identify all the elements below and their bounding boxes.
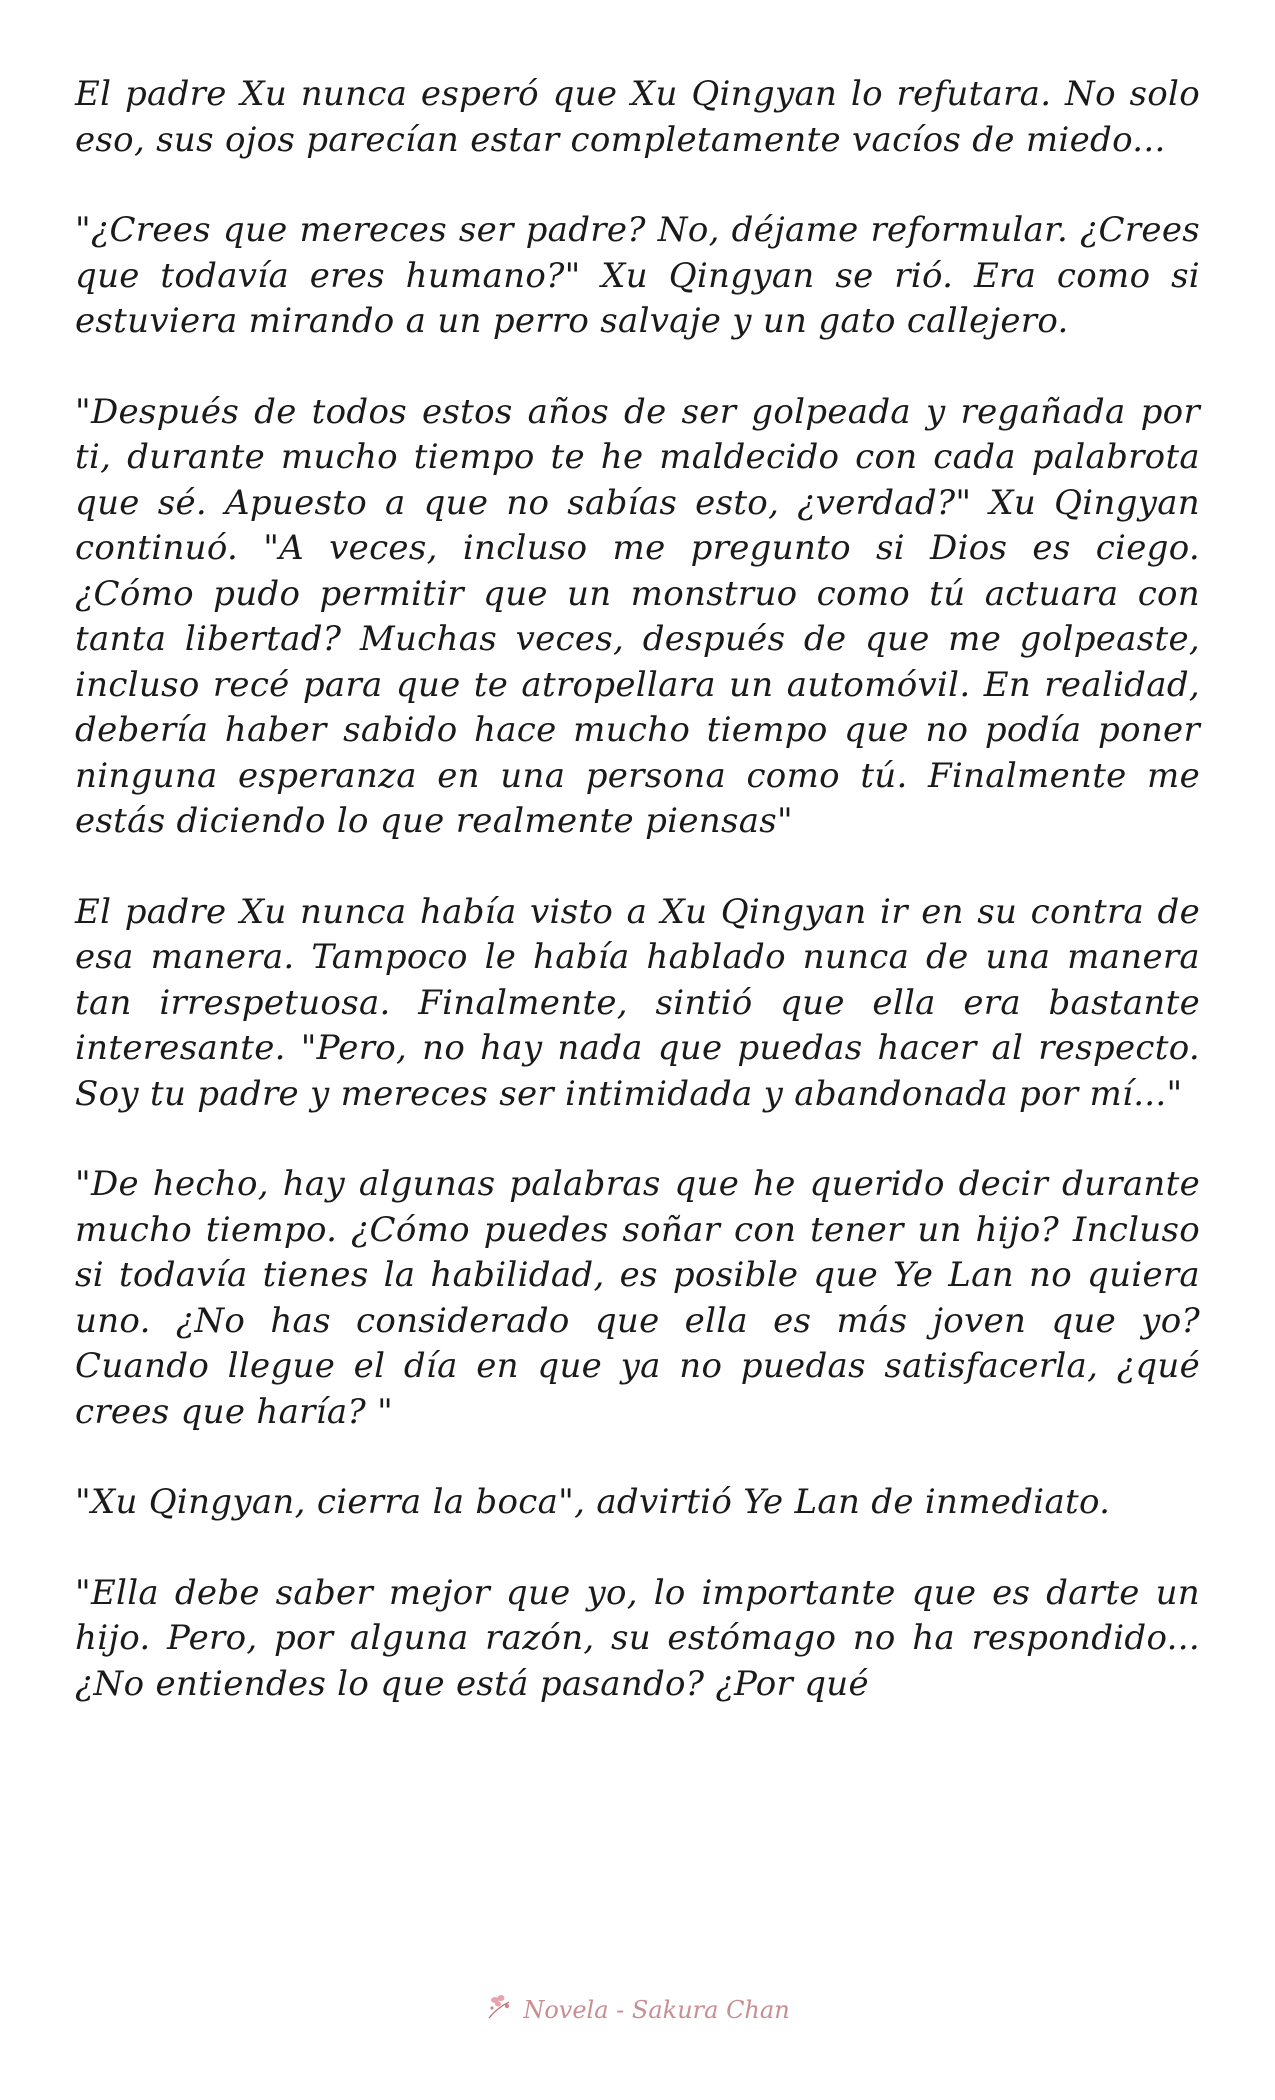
paragraph: "¿Crees que mereces ser padre? No, déjame reformular. ¿Crees que todavía eres humano?" Xu Qingyan se rió. Era como si estuviera mirando a un perro salvaje y un gato callejero. [75,210,1200,341]
paragraph: "Xu Qingyan, cierra la boca", advirtió Ye Lan de inmediato. [75,1482,1111,1522]
paragraph: "Después de todos estos años de ser golpeada y regañada por ti, durante mucho tiempo te he maldecido con cada palabrota que sé. Apuesto a que no sabías esto, ¿verdad?" Xu Qingyan continuó. "A veces, incluso me pregunto si Dios es ciego. ¿Cómo pudo permitir que un monstruo como tú actuara con tanta libertad? Muchas veces, después de que me golpeaste, incluso recé para que te atropellara un automóvil. En realidad, debería haber sabido hace mucho tiempo que no podía poner ninguna esperanza en una persona como tú. Finalmente me estás diciendo lo que realmente piensas" [75,391,1200,841]
paragraph: "De hecho, hay algunas palabras que he querido decir durante mucho tiempo. ¿Cómo puedes soñar con tener un hijo? Incluso si todavía tienes la habilidad, es posible que Ye Lan no quiera uno. ¿No has considerado que ella es más joven que yo? Cuando llegue el día en que ya no puedas satisfacerla, ¿qué crees que haría? " [75,1164,1200,1432]
paragraph: El padre Xu nunca esperó que Xu Qingyan lo refutara. No solo eso, sus ojos parecían estar completamente vacíos de miedo... [75,74,1200,160]
paragraph: "Ella debe saber mejor que yo, lo importante que es darte un hijo. Pero, por alguna razón, su estómago no ha respondido... ¿No entiendes lo que está pasando? ¿Por qué [75,1572,1200,1704]
watermark-text: Novela - Sakura Chan [523,1996,790,2024]
sakura-flower-icon [485,1992,517,2022]
watermark-footer [0,1992,1275,2024]
document-body [75,72,1200,1752]
paragraph: El padre Xu nunca había visto a Xu Qingyan ir en su contra de esa manera. Tampoco le había hablado nunca de una manera tan irrespetuosa. Finalmente, sintió que ella era bastante interesante. "Pero, no hay nada que puedas hacer al respecto. Soy tu padre y mereces ser intimidada y abandonada por mí..." [75,891,1200,1114]
